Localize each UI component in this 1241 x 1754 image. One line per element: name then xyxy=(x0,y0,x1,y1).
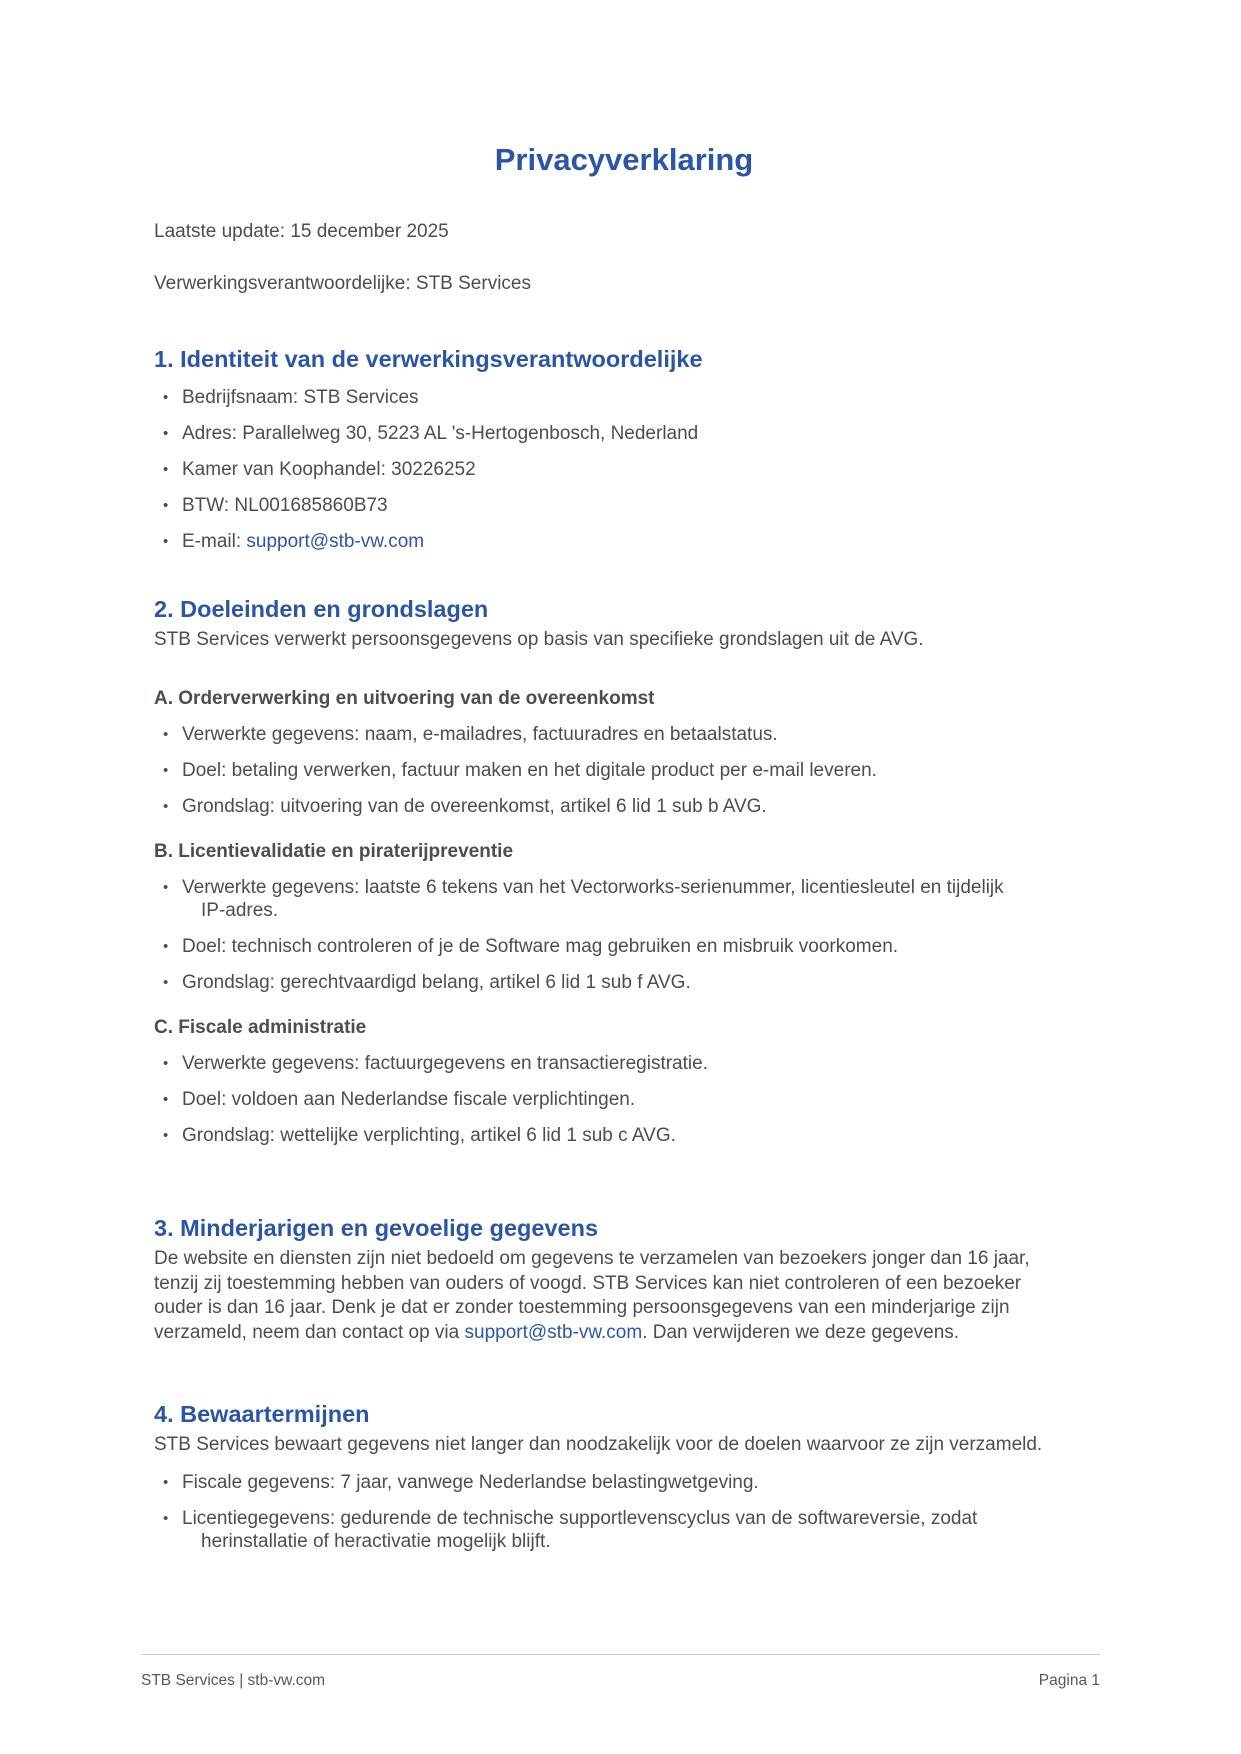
bullet-icon: • xyxy=(163,1090,169,1108)
bullet-icon: • xyxy=(163,1473,169,1491)
section-intro: STB Services verwerkt persoonsgegevens op basis van specifieke grondslagen uit de AVG. xyxy=(154,629,924,650)
email-link[interactable]: support@stb-vw.com xyxy=(246,531,425,552)
bullet-icon: • xyxy=(163,878,169,896)
list-item: • Grondslag: uitvoering van de overeenkomst, artikel 6 lid 1 sub b AVG. xyxy=(163,795,767,817)
list-item: • BTW: NL001685860B73 xyxy=(163,495,388,516)
section-intro: STB Services bewaart gegevens niet langer dan noodzakelijk voor de doelen waarvoor ze zijn verzameld. xyxy=(154,1434,1043,1455)
order-processing-list xyxy=(154,723,1094,818)
last-update: Laatste update: 15 december 2025 xyxy=(154,221,449,242)
bullet-icon: • xyxy=(163,1126,169,1144)
list-item-email: • E-mail: support@stb-vw.com xyxy=(163,531,425,552)
section-retention xyxy=(154,1399,1094,1553)
subsection-heading: C. Fiscale administratie xyxy=(154,1016,367,1038)
license-validation-list xyxy=(154,876,1094,994)
email-link[interactable]: support@stb-vw.com xyxy=(464,1321,643,1343)
bullet-icon: • xyxy=(163,797,169,815)
section-minors xyxy=(154,1213,1094,1345)
section-heading: 1. Identiteit van de verwerkingsverantwoordelijke xyxy=(154,346,703,372)
bullet-icon: • xyxy=(163,937,169,955)
footer-company: STB Services | stb-vw.com xyxy=(141,1672,326,1689)
section-identity xyxy=(154,344,1094,553)
list-item: • Kamer van Koophandel: 30226252 xyxy=(163,459,476,480)
page-title: Privacyverklaring xyxy=(494,142,754,177)
subsection-heading: A. Orderverwerking en uitvoering van de overeenkomst xyxy=(154,687,655,709)
list-item: • Verwerkte gegevens: factuurgegevens en transactieregistratie. xyxy=(163,1052,708,1074)
list-item: • Grondslag: wettelijke verplichting, artikel 6 lid 1 sub c AVG. xyxy=(163,1124,676,1146)
list-item: • Doel: voldoen aan Nederlandse fiscale verplichtingen. xyxy=(163,1088,636,1110)
controller-line: Verwerkingsverantwoordelijke: STB Services xyxy=(154,273,531,294)
bullet-icon: • xyxy=(163,497,169,514)
section-heading: 2. Doeleinden en grondslagen xyxy=(154,596,489,622)
bullet-icon: • xyxy=(163,425,169,442)
bullet-icon: • xyxy=(163,533,169,550)
list-item: • Grondslag: gerechtvaardigd belang, artikel 6 lid 1 sub f AVG. xyxy=(163,971,691,993)
list-item: • Licentiegegevens: gedurende de technische supportlevenscyclus van de softwareversie, zodat herinstallatie of heractivatie mogelijk blijft. xyxy=(163,1507,978,1552)
fiscal-list xyxy=(154,1052,1094,1147)
bullet-icon: • xyxy=(163,1509,169,1527)
list-item: • Doel: technisch controleren of je de Software mag gebruiken en misbruik voorkomen. xyxy=(163,935,899,957)
section-purposes xyxy=(154,594,1094,1147)
list-item: • Doel: betaling verwerken, factuur maken en het digitale product per e-mail leveren. xyxy=(163,759,877,781)
section-heading: 4. Bewaartermijnen xyxy=(154,1401,370,1427)
list-item: • Fiscale gegevens: 7 jaar, vanwege Nederlandse belastingwetgeving. xyxy=(163,1471,759,1493)
list-item: • Adres: Parallelweg 30, 5223 AL 's-Hertogenbosch, Nederland xyxy=(163,423,699,444)
subsection-heading: B. Licentievalidatie en piraterijpreventie xyxy=(154,840,514,862)
bullet-icon: • xyxy=(163,461,169,478)
list-item: • Bedrijfsnaam: STB Services xyxy=(163,387,419,408)
list-item: • Verwerkte gegevens: naam, e-mailadres, factuuradres en betaalstatus. xyxy=(163,723,778,745)
retention-list xyxy=(154,1471,1094,1553)
bullet-icon: • xyxy=(163,1054,169,1072)
section-heading: 3. Minderjarigen en gevoelige gegevens xyxy=(154,1215,599,1241)
footer-divider xyxy=(141,1654,1100,1655)
bullet-icon: • xyxy=(163,725,169,743)
footer-page-number: Pagina 1 xyxy=(1038,1672,1100,1689)
bullet-icon: • xyxy=(163,389,169,406)
bullet-icon: • xyxy=(163,973,169,991)
section-paragraph: De website en diensten zijn niet bedoeld om gegevens te verzamelen van bezoekers jonger dan 16 jaar, tenzij zij toestemming hebben van ouders of voogd. STB Services kan niet controleren of een bezoeker ouder is dan 16 jaar. Denk je dat er zonder toestemming persoonsgegevens van een minderjarige zijn verzameld, neem dan contact op via support@stb-vw.com. Dan verwijderen we deze gegevens. xyxy=(154,1248,1030,1343)
bullet-icon: • xyxy=(163,761,169,779)
list-item: • Verwerkte gegevens: laatste 6 tekens van het Vectorworks-serienummer, licentiesleutel en tijdelijk IP-adres. xyxy=(163,876,1004,921)
identity-list xyxy=(154,386,1094,553)
